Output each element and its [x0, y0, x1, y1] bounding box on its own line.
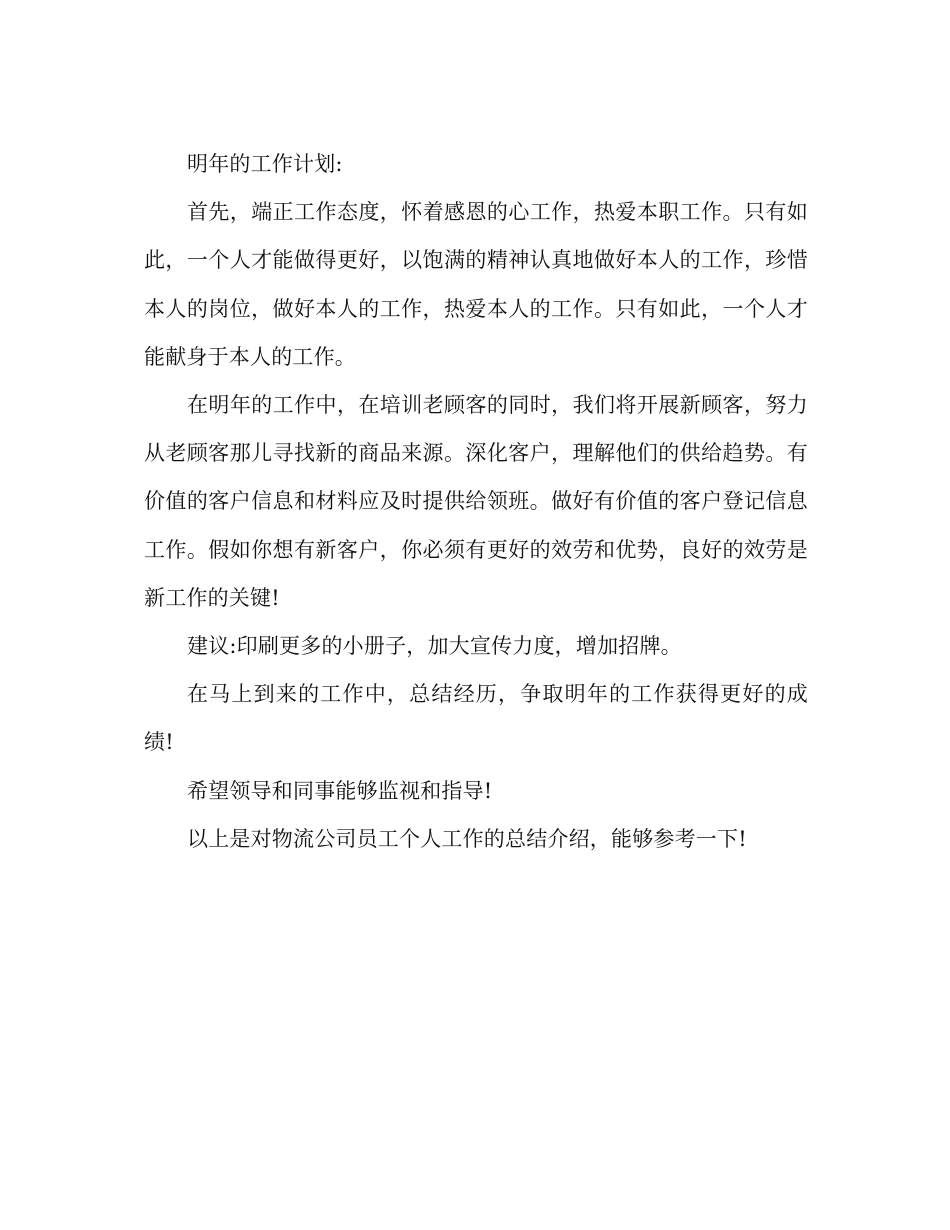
paragraph-new-customers: 在明年的工作中，在培训老顾客的同时，我们将开展新顾客，努力从老顾客那儿寻找新的商品来源。深化客户，理解他们的供给趋势。有价值的客户信息和材料应及时提供给领班。做好有价值的客户登记信息工作。假如你想有新客户，你必须有更好的效劳和优势，良好的效劳是新工作的关键!	[144, 393, 808, 610]
paragraph-upcoming-work: 在马上到来的工作中，总结经历，争取明年的工作获得更好的成绩!	[144, 682, 808, 755]
paragraph-suggestion: 建议:印刷更多的小册子，加大宣传力度，增加招牌。	[187, 634, 682, 659]
paragraph-work-attitude: 首先，端正工作态度，怀着感恩的心工作，热爱本职工作。只有如此，一个人才能做得更好，以饱满的精神认真地做好本人的工作，珍惜本人的岗位，做好本人的工作，热爱本人的工作。只有如此，一个人才能献身于本人的工作。	[144, 200, 808, 369]
paragraph-plan-heading: 明年的工作计划:	[187, 152, 343, 176]
paragraph-closing: 以上是对物流公司员工个人工作的总结介绍，能够参考一下!	[187, 826, 747, 851]
paragraph-hope: 希望领导和同事能够监视和指导!	[187, 778, 493, 803]
document-body	[144, 140, 808, 863]
